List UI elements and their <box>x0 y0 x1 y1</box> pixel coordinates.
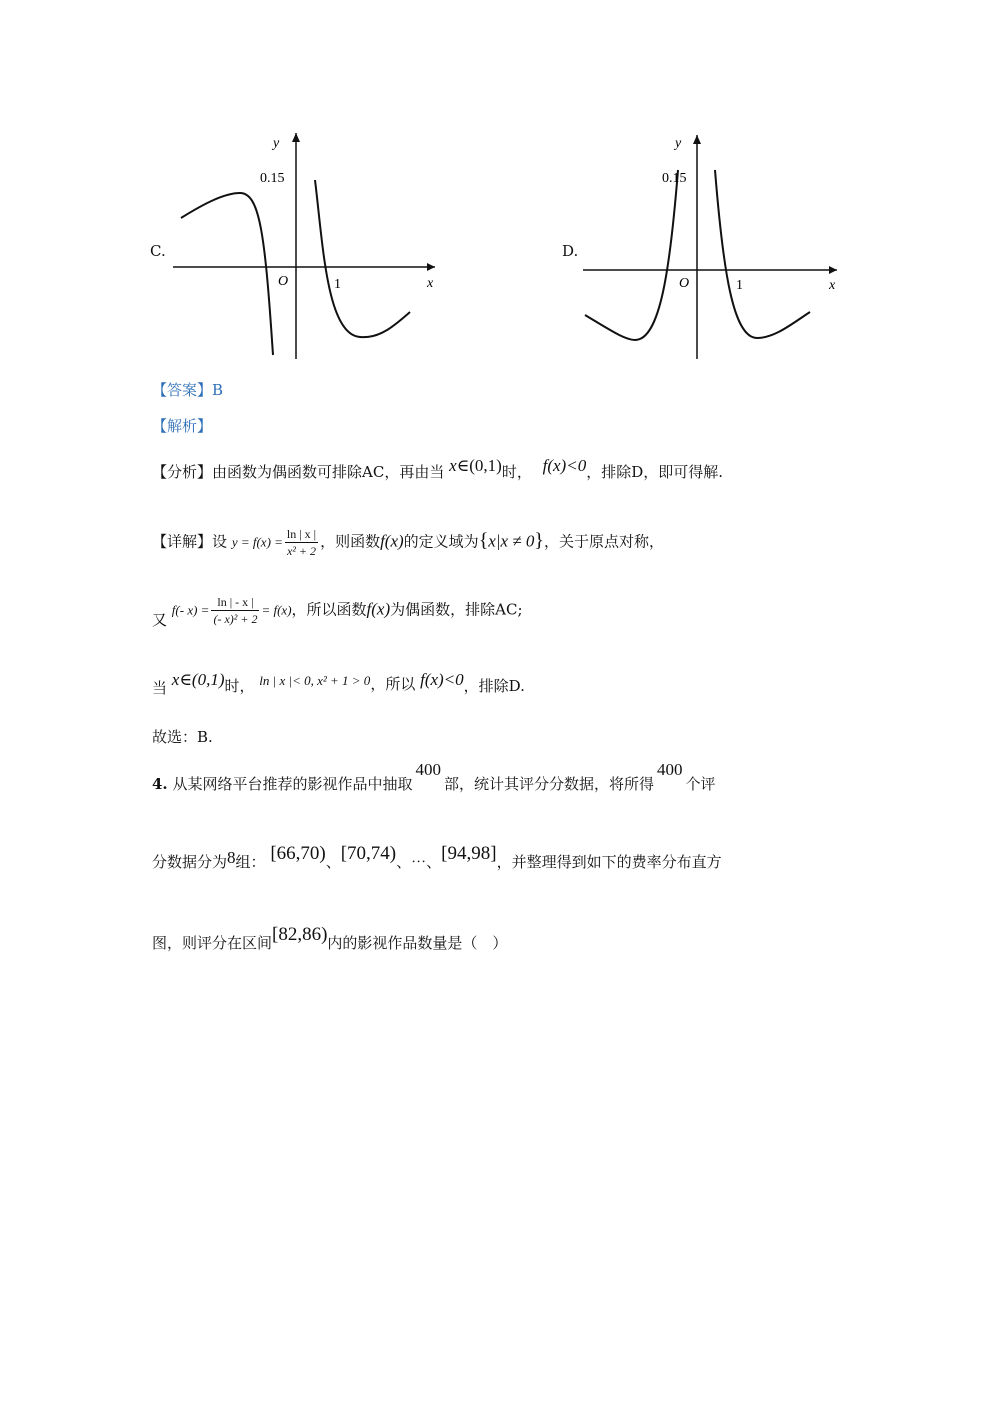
you-lhs: f(- x) = <box>171 602 210 618</box>
xiangjie-fx: f(x) <box>380 531 404 551</box>
q4-text-6: ，并整理得到如下的费率分布直方 <box>496 853 722 871</box>
xiangjie-line <box>152 526 664 559</box>
dang-ineq: ln | x |< 0, x² + 1 > 0 <box>259 673 371 688</box>
dang-text-1: 当 <box>152 679 168 697</box>
answer-line <box>152 380 223 400</box>
q4-interval-1: [66,70) <box>270 843 326 864</box>
you-rhs: = f(x) <box>261 602 292 618</box>
q4-text-4: 分数据分为 <box>152 853 228 871</box>
you-text-2: ，所以函数 <box>291 600 367 619</box>
dang-text-2: 时， <box>224 677 255 695</box>
q4-line-3 <box>152 924 508 953</box>
analysis-heading: 【解析】 <box>152 417 213 435</box>
graph-d-y-tick: 0.15 <box>662 171 687 186</box>
graph-c-x-arrow <box>427 263 435 271</box>
xiangjie-text-2: ，则函数 <box>320 532 381 551</box>
xiangjie-text-4: ，关于原点对称， <box>544 532 665 551</box>
answer-value: B <box>212 381 224 399</box>
graph-c-right-curve <box>315 180 410 337</box>
graph-d-x-label: x <box>829 278 836 293</box>
q4-text-3: 个评 <box>685 775 716 793</box>
xiangjie-domain: x|x ≠ 0 <box>488 531 535 551</box>
fenxi-text-3: ，排除D，即可得解. <box>586 463 723 481</box>
graph-c-x-tick: 1 <box>334 277 341 292</box>
q4-text-7: 图，则评分在区间 <box>152 934 273 952</box>
graph-d-y-label: y <box>675 136 682 151</box>
xiangjie-eq-lhs: y = f(x) = <box>231 534 283 550</box>
you-frac-num: ln | - x | <box>211 594 259 611</box>
graph-c-y-tick: 0.15 <box>260 171 285 186</box>
xiangjie-brace-open: { <box>478 529 489 552</box>
option-c-label: C. <box>150 242 166 260</box>
you-fraction <box>211 594 259 627</box>
fenxi-label: 【分析】 <box>152 463 213 481</box>
xiangjie-brace-close: } <box>534 529 545 552</box>
you-line <box>152 594 523 627</box>
graph-d-y-arrow <box>693 135 701 144</box>
q4-sep-1: 、 <box>325 853 341 871</box>
you-fx: f(x) <box>366 599 391 619</box>
option-d-label: D. <box>562 242 579 260</box>
q4-groups: 8 <box>227 848 236 867</box>
q4-text-1: 从某网络平台推荐的影视作品中抽取 <box>172 775 413 793</box>
q4-sep-2: 、⋯、 <box>396 853 442 871</box>
xiangjie-text-3: 的定义域为 <box>403 532 479 551</box>
graph-c-y-label: y <box>273 136 280 151</box>
dang-fx: f(x)<0 <box>420 670 464 689</box>
you-text-1: 又 <box>152 610 168 629</box>
xiangjie-text-1: 设 <box>212 532 228 551</box>
you-text-3: 为偶函数，排除AC; <box>390 600 523 619</box>
graph-d-right-curve <box>715 170 810 338</box>
fenxi-math-1: x∈ <box>449 456 470 475</box>
fenxi-interval: (0,1) <box>469 456 502 475</box>
q4-line-2 <box>152 843 722 872</box>
graph-c-origin: O <box>278 274 289 289</box>
fenxi-math-2: f(x)<0 <box>542 456 587 475</box>
graph-d-origin: O <box>679 276 690 291</box>
xiangjie-label: 【详解】 <box>152 532 213 551</box>
graph-d <box>575 125 845 370</box>
q4-number: 4. <box>152 775 168 793</box>
graph-c-y-arrow <box>292 133 300 142</box>
dang-math-1: x∈(0,1) <box>171 670 225 689</box>
graph-d-left-curve <box>585 170 678 340</box>
dang-line <box>152 670 525 697</box>
q4-interval-4: [82,86) <box>272 924 328 945</box>
xiangjie-fraction <box>285 526 318 559</box>
q4-line-1 <box>152 760 716 794</box>
answer-label: 【答案】 <box>152 381 213 399</box>
graph-d-x-arrow <box>829 266 837 274</box>
xiangjie-frac-den: x² + 2 <box>286 544 316 558</box>
graph-c-x-label: x <box>427 276 434 291</box>
graph-c-left-curve <box>181 193 273 355</box>
q4-n1: 400 <box>415 760 441 779</box>
dang-text-4: ，排除D. <box>463 677 525 695</box>
q4-interval-2: [70,74) <box>340 843 397 864</box>
q4-text-8: 内的影视作品数量是（ ） <box>327 934 508 952</box>
fenxi-text-2: 时， <box>501 463 532 481</box>
q4-text-2: 部，统计其评分分数据，将所得 <box>443 775 654 793</box>
q4-n2: 400 <box>656 760 683 779</box>
guxuan-line: 故选：B. <box>152 728 213 746</box>
q4-interval-3: [94,98] <box>441 843 497 864</box>
dang-text-3: ，所以 <box>370 675 416 693</box>
you-frac-den: (- x)² + 2 <box>213 612 258 626</box>
graph-c <box>165 125 445 370</box>
graph-d-x-tick: 1 <box>736 278 743 293</box>
fenxi-text-1: 由函数为偶函数可排除AC，再由当 <box>212 463 445 481</box>
q4-text-5: 组： <box>235 853 266 871</box>
fenxi-line <box>152 456 723 482</box>
xiangjie-frac-num: ln | x | <box>286 527 317 541</box>
